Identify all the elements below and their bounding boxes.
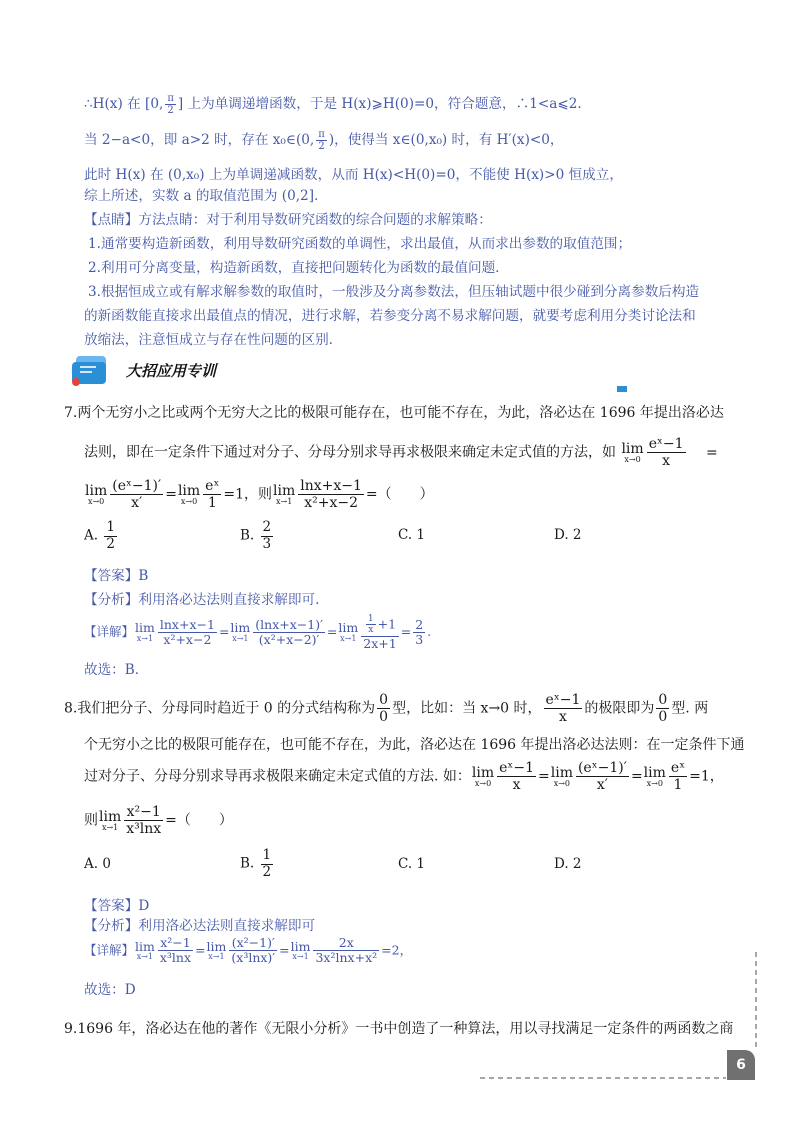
option-c: C. 1: [398, 527, 426, 543]
page-border-decoration: [480, 950, 760, 1090]
question-8-line: 8.我们把分子、分母同时趋近于 0 的分式结构称为 $\frac{0}{0}$ 型，比如：当 x→0 时， $\frac{\text{eˣ−1}}{x}$ 的极限即为 $\frac{0}{0}$ 型. 两: [64, 692, 709, 726]
choice: 故选：D: [84, 982, 136, 998]
option-d: D. 2: [554, 856, 582, 872]
option-a: A. $\frac{1}{2}$: [84, 519, 115, 552]
text-line: 当 2−a<0，即 a>2 时，存在 x₀∈(0, $\frac{\pi}{2}$ )，使得当 x∈(0,x₀) 时，有 H′(x)<0，: [84, 128, 564, 152]
question-7-line: 7.两个无穷小之比或两个无穷大之比的极限可能存在，也可能不存在，为此，洛必达在 1696 年提出洛必达: [64, 405, 724, 421]
solution: 【详解】 lim x→1 $\frac{\ln x+x-1}{\text{x²+x−2}}$ = lim x→1 $\frac{(\ln x+x-1)'}{\text{(x²+x−2)′}}$ = lim x→1 $\frac{1}{x}$ +1 2x+1 = $\frac{2}{3}$ .: [84, 614, 432, 651]
question-9-line: 9.1696 年，洛必达在他的著作《无限小分析》一书中创造了一种算法，用以寻找满足一定条件的两函数之商: [64, 1021, 734, 1037]
text-line: 2.利用可分离变量，构造新函数，直接把问题转化为函数的最值问题.: [88, 260, 500, 276]
answer: 【答案】D: [84, 898, 150, 914]
text-line: 1.通常要构造新函数，利用导数研究函数的单调性，求出最值，从而求出参数的取值范围；: [88, 236, 632, 252]
solution: 【详解】 lim x→1 $\frac{\text{x²−1}}{\text{x³lnx}}$ = lim x→1 $\frac{\text{(x²−1)′}}{\text{(x³lnx)′}}$ = lim x→1 $\frac{2x}{\text{3x²lnx+x²}}$ =2，: [84, 935, 413, 966]
question-8-line: 则 lim x→1 $\frac{\text{x²−1}}{\text{x³lnx}}$ =（ ）: [84, 804, 233, 838]
hint-heading: 【点睛】方法点睛：对于利用导数研究函数的综合问题的求解策略：: [84, 212, 492, 228]
text-line: ∴H(x) 在 [0, $\frac{\pi}{2}$ ] 上为单调递增函数，于是 H(x)⩾H(0)=0，符合题意，∴1<a⩽2.: [84, 92, 582, 116]
answer: 【答案】B: [84, 568, 149, 584]
question-8-line: 个无穷小之比的极限可能存在，也可能不存在，为此，洛必达在 1696 年提出洛必达法则：在一定条件下通: [84, 737, 745, 753]
text-line: 放缩法，注意恒成立与存在性问题的区别.: [84, 332, 334, 348]
option-a: A. 0: [84, 856, 111, 872]
question-7-line: 法则，即在一定条件下通过对分子、分母分别求导再求极限来确定未定式值的方法，如 lim x→0 $\frac{\text{eˣ−1}}{x}$ =: [84, 436, 718, 470]
analysis: 【分析】利用洛必达法则直接求解即可: [84, 918, 316, 934]
text-line: 的新函数能直接求出最值点的情况，进行求解，若参变分离不易求解问题，就要考虑利用分类讨论法和: [84, 308, 696, 324]
folder-icon: [70, 352, 112, 388]
option-b: B. $\frac{1}{2}$: [240, 847, 272, 880]
question-8-line: 过对分子、分母分别求导再求极限来确定未定式值的方法. 如： lim x→0 $\frac{\text{eˣ−1}}{x}$ = lim x→0 $\frac{\text{(eˣ−1)′}}{x'}$ = lim x→0 $\frac{\text{eˣ}}{1}$ =1，: [84, 760, 724, 794]
text-line: 3.根据恒成立或有解求解参数的取值时，一般涉及分离参数法，但压轴试题中很少碰到分离参数后构造: [88, 284, 700, 300]
text-line: 此时 H(x) 在 (0,x₀) 上为单调递减函数，从而 H(x)<H(0)=0，不能使 H(x)>0 恒成立，: [84, 167, 623, 183]
section-title: 大招应用专训: [126, 362, 217, 380]
option-c: C. 1: [398, 856, 426, 872]
analysis: 【分析】利用洛必达法则直接求解即可.: [84, 592, 320, 608]
choice: 故选：B.: [84, 662, 140, 678]
option-d: D. 2: [554, 527, 582, 543]
text-line: 综上所述，实数 a 的取值范围为 (0,2].: [84, 188, 319, 204]
section-header: [70, 352, 270, 388]
option-b: B. $\frac{2}{3}$: [240, 519, 272, 552]
page-number: 6: [727, 1050, 755, 1080]
decorative-mark: [617, 386, 627, 392]
question-7-line: lim x→0 $\frac{\text{(eˣ−1)′}}{x'}$ = lim x→0 $\frac{\text{eˣ}}{1}$ =1，则 lim x→1 $\frac{\ln x+x-1}{\text{x²+x−2}}$ =（ ）: [85, 478, 434, 512]
